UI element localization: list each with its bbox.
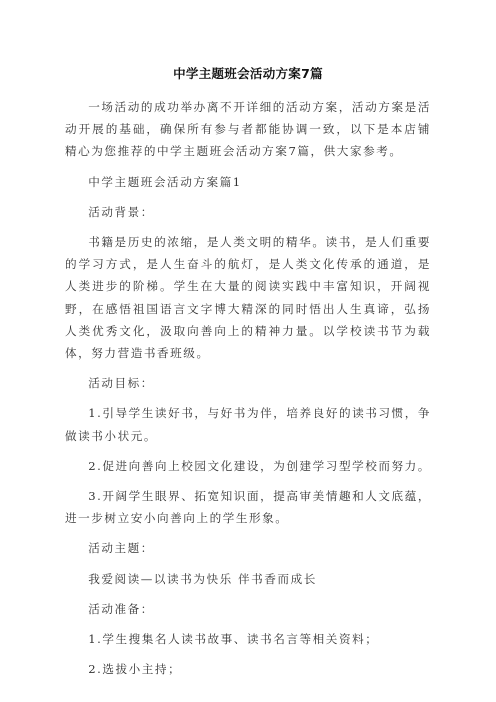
theme-label: 活动主题： <box>88 541 154 556</box>
goal-item-2: 2.促进向善向上校园文化建设，为创建学习型学校而努力。 <box>88 458 431 473</box>
document-title: 中学主题班会活动方案7篇 <box>173 66 323 81</box>
preparation-item-1: 1.学生搜集名人读书故事、读书名言等相关资料； <box>88 632 379 647</box>
goals-label: 活动目标： <box>88 376 154 391</box>
goal-item-3: 3.开阔学生眼界、拓宽知识面，提高审美情趣和人文底蕴，进一步树立安小向善向上的学生形象。 <box>65 489 431 526</box>
section-heading: 中学主题班会活动方案篇1 <box>88 174 242 189</box>
goal-item-1: 1.引导学生读好书，与好书为伴，培养良好的读书习惯，争做读书小状元。 <box>65 406 431 443</box>
background-label: 活动背景： <box>88 204 154 219</box>
theme-text: 我爱阅读—以读书为快乐 伴书香而成长 <box>88 571 317 586</box>
background-paragraph: 书籍是历史的浓缩，是人类文明的精华。读书，是人们重要的学习方式，是人生奋斗的航灯，是人类文化传承的通道，是人类进步的阶梯。学生在大量的阅读实践中丰富知识，开阔视野，在感悟祖国语言文字博大精深的同时悟出人生真谛，弘扬人类优秀文化，汲取向善向上的精神力量。以学校读书节为载体，努力营造书香班级。 <box>65 235 431 361</box>
intro-paragraph: 一场活动的成功举办离不开详细的活动方案，活动方案是活动开展的基础，确保所有参与者都能协调一致，以下是本店铺精心为您推荐的中学主题班会活动方案7篇，供大家参考。 <box>65 100 431 159</box>
preparation-label: 活动准备： <box>88 601 154 616</box>
preparation-item-2: 2.选拔小主持； <box>88 662 182 677</box>
